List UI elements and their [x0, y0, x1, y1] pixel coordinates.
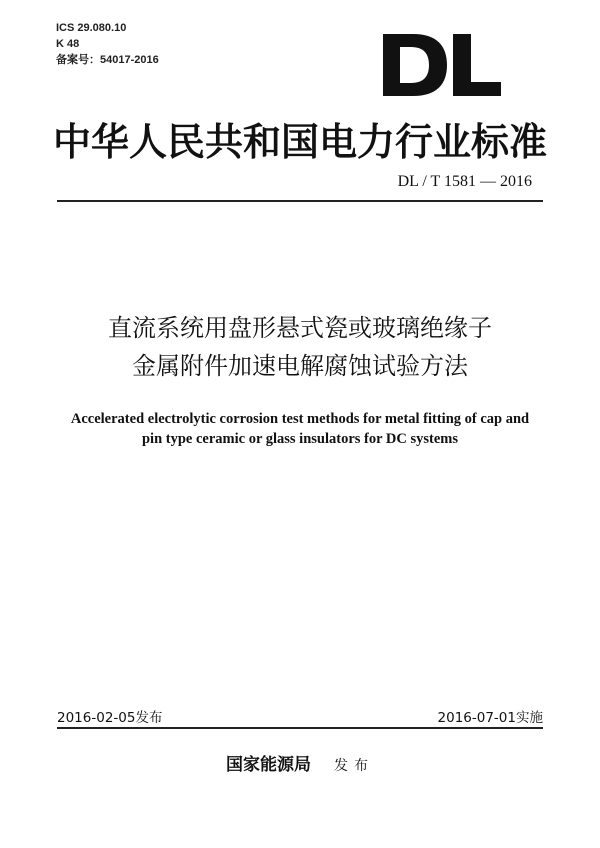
dl-logo [383, 34, 501, 96]
issuer-name: 国家能源局 [225, 755, 311, 775]
document-meta [56, 20, 159, 68]
publish-date: 2016-02-05发布 [57, 710, 163, 726]
implementation-date: 2016-07-01实施 [437, 710, 543, 726]
dl-logo-l [453, 34, 501, 96]
title-english-line-1: Accelerated electrolytic corrosion test methods for metal fitting of cap and [70, 411, 530, 427]
issuer-verb: 发布 [334, 758, 375, 774]
top-divider [57, 200, 543, 202]
classification-code: K 48 [56, 38, 80, 50]
title-chinese-line-1: 直流系统用盘形悬式瓷或玻璃绝缘子 [108, 314, 492, 342]
title-chinese [40, 309, 560, 385]
dl-logo-d [383, 34, 447, 96]
bottom-divider [57, 727, 543, 729]
issuing-organization: 中华人民共和国电力行业标准 [52, 120, 547, 164]
title-english [40, 409, 560, 449]
title-english-line-2: pin type ceramic or glass insulators for DC systems [141, 431, 459, 447]
filing-number: 备案号：54017-2016 [56, 54, 159, 66]
standard-number: DL / T 1581 — 2016 [397, 173, 532, 190]
title-chinese-line-2: 金属附件加速电解腐蚀试验方法 [132, 352, 468, 380]
ics-code: ICS 29.080.10 [56, 22, 127, 34]
issuer [0, 750, 600, 775]
